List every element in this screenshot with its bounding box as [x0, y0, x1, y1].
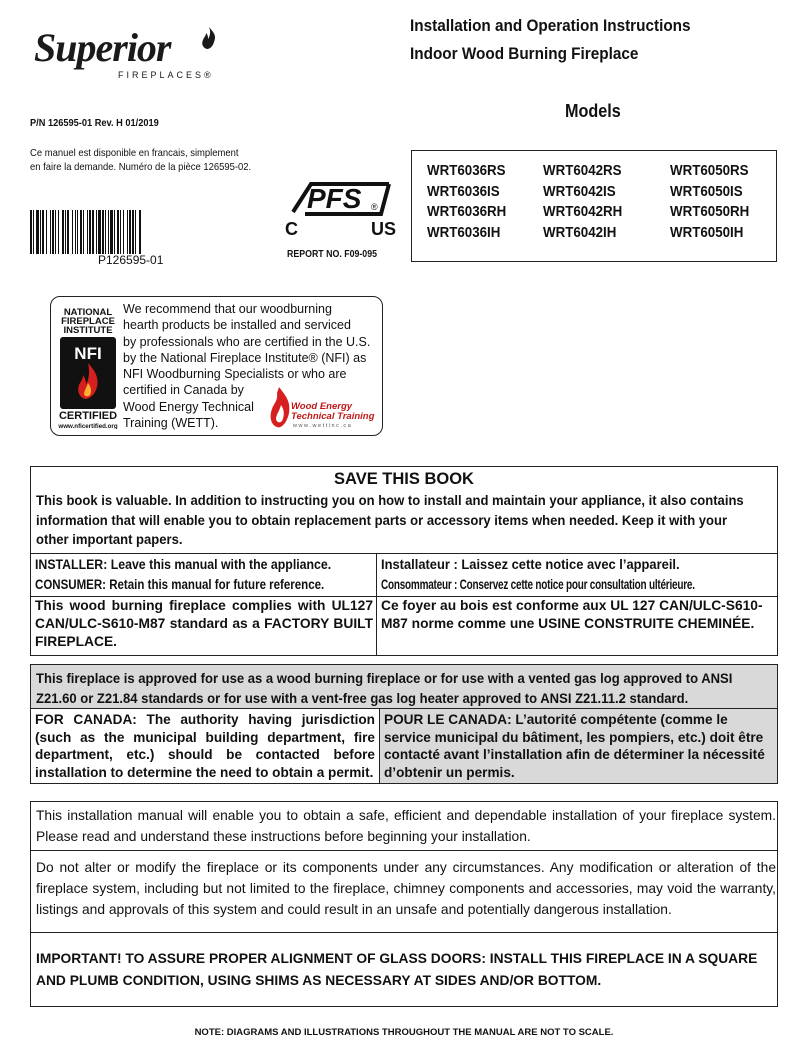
logo-wordmark: Superior [34, 25, 171, 70]
barcode-bar [110, 210, 113, 254]
installation-intro-paragraph: This installation manual will enable you to obtain a safe, efficient and dependable installation of your fireplace system. Please read and understand these instructions before beginning your installation. [36, 808, 776, 844]
models-heading: Models [565, 101, 621, 121]
barcode-bar [83, 210, 84, 254]
save-book-body: This book is valuable. In addition to instructing you on how to install and maintain your appliance, it also contains information that will enable you to obtain replacement parts or accessory items when needed. Keep it with your other important papers. [36, 493, 744, 547]
svg-text:®: ® [371, 202, 378, 212]
nfi-text-line: We recommend that our woodburning [123, 302, 332, 316]
nfi-logo-url: www.nficertified.org [58, 423, 118, 429]
barcode-bar [40, 210, 41, 254]
model-number: WRT6042RS [543, 163, 622, 179]
barcode-bar [96, 210, 97, 254]
divider [376, 553, 377, 655]
logo-subtitle: FIREPLACES® [118, 70, 214, 80]
barcode-bar [80, 210, 82, 254]
model-number: WRT6036RS [427, 163, 506, 179]
barcode-bar [139, 210, 141, 254]
save-book-title: SAVE THIS BOOK [334, 470, 474, 488]
nfi-logo-certified: CERTIFIED [58, 410, 118, 422]
model-number: WRT6042IH [543, 224, 617, 241]
installer-note-en: INSTALLER: Leave this manual with the appliance. [35, 557, 332, 572]
nfi-logo-line2: FIREPLACE [61, 316, 115, 327]
canada-note-fr: POUR LE CANADA: L’autorité compétente (comme le service municipal du bâtiment, les pompiers, etc.) doit être contacté avant l’installation afin de déterminer la nécessité d’obtenir un permis. [384, 712, 765, 780]
nfi-logo-line3: INSTITUTE [63, 325, 113, 336]
pfs-certification-mark [285, 178, 397, 238]
document-subtitle: Indoor Wood Burning Fireplace [410, 44, 639, 63]
save-this-book-box [30, 466, 778, 656]
barcode-bar [36, 210, 39, 254]
superior-logo [34, 24, 214, 86]
barcode-bar [135, 210, 136, 254]
compliance-note-fr: Ce foyer au bois est conforme aux UL 127 CAN/ULC-S610-M87 norme comme une USINE CONSTRUITE CHEMINÉE. [381, 598, 763, 631]
barcode-text: P126595-01 [98, 253, 164, 267]
nfi-text-line: certified in Canada by [123, 383, 244, 398]
flame-icon [200, 26, 218, 50]
consumer-note-fr: Consommateur : Conservez cette notice pour consultation ultérieure. [381, 577, 695, 592]
scale-disclaimer-footer: NOTE: DIAGRAMS AND ILLUSTRATIONS THROUGHOUT THE MANUAL ARE NOT TO SCALE. [194, 1027, 614, 1038]
model-number: WRT6042IS [543, 183, 616, 200]
barcode-bar [89, 210, 91, 254]
models-box [411, 150, 777, 262]
barcode-bar [92, 210, 94, 254]
modification-warning-paragraph: Do not alter or modify the fireplace or its components under any circumstances. Any modification or alteration of the fireplace system, including but not limited to the fireplace, chimney components and accessories, may void the warranty, listings and approvals of this system and could result in an unsafe and potentially dangerous installation. [36, 860, 776, 917]
model-number: WRT6042RH [543, 204, 623, 220]
approval-box [30, 664, 778, 784]
barcode-bar [65, 210, 66, 254]
barcode-bar [102, 210, 104, 254]
barcode-bar [42, 210, 44, 254]
wett-url: w w w . w e t t i n c . c a [293, 423, 351, 429]
nfi-logo-letters: NFI [74, 344, 102, 363]
barcode-bar [114, 210, 115, 254]
barcode-bar [67, 210, 69, 254]
barcode-bar [87, 210, 88, 254]
french-note-line: en faire la demande. Numéro de la pièce 126595-02. [30, 161, 252, 173]
barcode-bar [75, 210, 76, 254]
barcode-bar [30, 210, 32, 254]
glass-door-alignment-warning: IMPORTANT! TO ASSURE PROPER ALIGNMENT OF GLASS DOORS: INSTALL THIS FIREPLACE IN A SQUARE AND PLUMB CONDITION, USING SHIMS AS NECESSARY AT SIDES AND/OR BOTTOM. [36, 951, 758, 988]
barcode-bar [50, 210, 51, 254]
barcode-bar [33, 210, 34, 254]
barcode-bar [120, 210, 121, 254]
nfi-text-line: Training (WETT). [123, 416, 219, 431]
model-number: WRT6036RH [427, 204, 507, 220]
wett-logo [269, 383, 379, 431]
model-number: WRT6050RS [670, 163, 749, 179]
barcode-bar [77, 210, 78, 254]
barcode-bar [72, 210, 73, 254]
nfi-certified-logo [55, 305, 121, 429]
pfs-us-text: US [371, 219, 397, 238]
models-column-2 [543, 161, 622, 243]
consumer-note-en: CONSUMER: Retain this manual for future reference. [35, 577, 325, 592]
model-number: WRT6036IS [427, 183, 500, 200]
divider [379, 708, 380, 783]
pfs-text: PFS [307, 183, 362, 214]
nfi-text-line: by professionals who are certified in the U.S. [123, 334, 371, 349]
barcode-bar [58, 210, 59, 254]
installation-notes-box [30, 801, 778, 1007]
nfi-logo-line1: NATIONAL [63, 307, 113, 318]
report-number: REPORT NO. F09-095 [287, 249, 377, 260]
wett-line2: Technical Training [291, 411, 375, 422]
barcode-bar [127, 210, 128, 254]
barcode-bar [46, 210, 47, 254]
barcode [30, 210, 230, 254]
barcode-bar [132, 210, 134, 254]
nfi-text-line: Wood Energy Technical [123, 399, 254, 414]
document-title: Installation and Operation Instructions [410, 16, 691, 35]
divider [31, 932, 777, 933]
barcode-bar [55, 210, 56, 254]
barcode-bar [123, 210, 124, 254]
nfi-text-line: by the National Fireplace Institute® (NFI) as [123, 350, 367, 365]
nfi-text-line: hearth products be installed and serviced [123, 318, 351, 333]
barcode-bar [117, 210, 119, 254]
pfs-c-text: C [285, 219, 298, 238]
models-column-3 [670, 161, 749, 243]
french-note-line: Ce manuel est disponible en francais, simplement [30, 147, 239, 159]
barcode-bar [98, 210, 101, 254]
nfi-text-line: NFI Woodburning Specialists or who are [123, 367, 347, 382]
barcode-bar [62, 210, 64, 254]
barcode-bar [129, 210, 131, 254]
approval-statement: This fireplace is approved for use as a wood burning fireplace or for use with a vented gas log approved to ANSI Z21.60 or Z21.84 standards or for use with a vent-free gas log heater approved to ANSI Z21.11.2 standard. [36, 671, 733, 706]
installer-note-fr: Installateur : Laissez cette notice avec l’appareil. [381, 557, 680, 572]
divider [31, 553, 777, 554]
model-number: WRT6050RH [670, 204, 750, 220]
part-number: P/N 126595-01 Rev. H 01/2019 [30, 117, 159, 129]
model-number: WRT6050IH [670, 224, 744, 241]
barcode-bar [52, 210, 54, 254]
models-column-1 [427, 161, 506, 243]
barcode-bar [105, 210, 106, 254]
barcode-bar [108, 210, 109, 254]
french-availability-note [30, 146, 266, 174]
model-number: WRT6050IS [670, 183, 743, 200]
canada-note-en: FOR CANADA: The authority having jurisdiction (such as the municipal building department, fire department, etc.) should be contacted before installation to determine the need to obtain a permit. [35, 712, 375, 780]
divider [31, 850, 777, 851]
nfi-recommendation-box [50, 296, 383, 436]
compliance-note-en: This wood burning fireplace complies with UL127 CAN/ULC-S610-M87 standard as a FACTORY BUILT FIREPLACE. [35, 598, 373, 649]
model-number: WRT6036IH [427, 224, 501, 241]
wett-line1: Wood Energy [291, 401, 353, 412]
